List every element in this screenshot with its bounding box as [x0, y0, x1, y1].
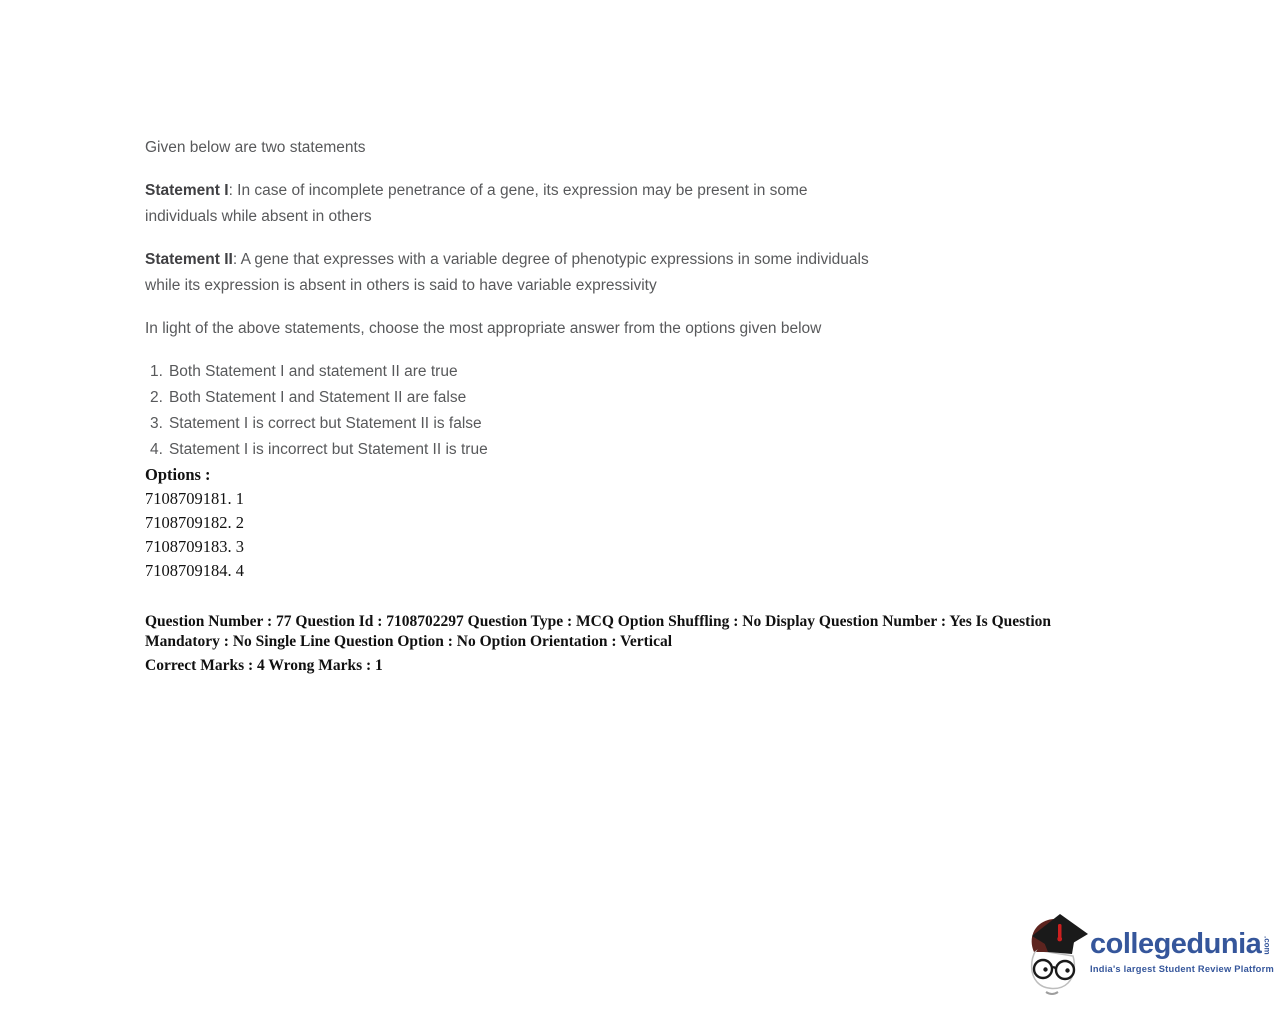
choice-text: Both Statement I and statement II are true [168, 363, 458, 380]
choice-text: Statement I is incorrect but Statement II is true [168, 441, 488, 458]
brand-tld: .com [1262, 936, 1272, 955]
choice-number: 3. [150, 415, 163, 432]
option-id-1: 7108709181. 1 [145, 489, 244, 508]
brand-name: collegedunia [1090, 928, 1262, 960]
graduate-boy-mascot-icon [1022, 908, 1088, 1000]
choice-text: Both Statement I and Statement II are false [168, 389, 467, 406]
statement-1-text: : In case of incomplete penetrance of a gene, its expression may be present in some individuals while absent in others [145, 182, 808, 225]
option-id-2: 7108709182. 2 [145, 513, 244, 532]
statement-1-label: Statement I [145, 182, 229, 199]
choice-number: 2. [150, 389, 163, 406]
options-heading: Options : [145, 465, 211, 484]
statement-1 [145, 178, 870, 230]
question-prompt: In light of the above statements, choose the most appropriate answer from the options given below [145, 320, 822, 337]
marks-info: Correct Marks : 4 Wrong Marks : 1 [145, 657, 383, 674]
question-metadata-block [145, 612, 1105, 676]
answer-choice-4 [150, 437, 1105, 463]
statement-2-text: : A gene that expresses with a variable degree of phenotypic expressions in some individuals while its expression is absent in others is said to have variable expressivity [145, 251, 869, 294]
choice-number: 4. [150, 441, 163, 458]
choice-text: Statement I is correct but Statement II is false [168, 415, 482, 432]
question-intro: Given below are two statements [145, 139, 366, 156]
option-id-4: 7108709184. 4 [145, 561, 244, 580]
statement-2-label: Statement II [145, 251, 233, 268]
options-id-block [145, 463, 1105, 583]
answer-choice-list [145, 359, 1105, 463]
choice-number: 1. [150, 363, 163, 380]
brand-tagline: India's largest Student Review Platform [1090, 964, 1274, 974]
option-id-3: 7108709183. 3 [145, 537, 244, 556]
question-block [145, 135, 1105, 676]
logo-text [1090, 908, 1274, 974]
collegedunia-logo [1022, 908, 1274, 1000]
answer-choice-2 [150, 385, 1105, 411]
answer-choice-3 [150, 411, 1105, 437]
statement-2 [145, 247, 870, 299]
answer-choice-1 [150, 359, 1105, 385]
question-metadata: Question Number : 77 Question Id : 7108702297 Question Type : MCQ Option Shuffling : No Display Question Number : Yes Is Question Mandatory : No Single Line Question Option : No Option Orientation : Vertical [145, 613, 1051, 650]
